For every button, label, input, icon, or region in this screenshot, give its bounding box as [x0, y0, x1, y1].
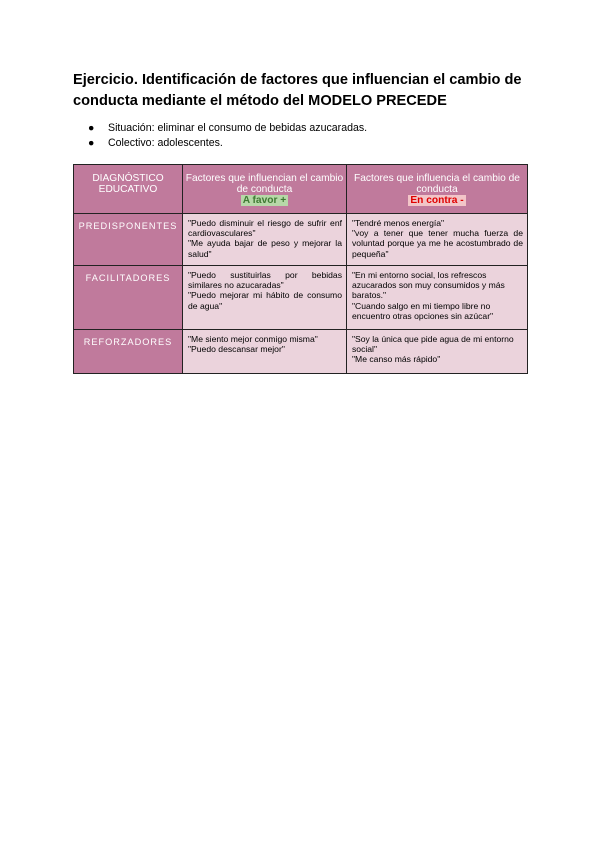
- cell-line: "Puedo disminuir el riesgo de sufrir enf cardiovasculares": [188, 218, 342, 239]
- table-row: [74, 266, 528, 330]
- favor-badge: A favor +: [242, 195, 287, 206]
- cell-favor: [183, 266, 347, 330]
- row-label-predisponentes: [74, 214, 183, 266]
- bullet-icon: ●: [88, 122, 95, 134]
- cell-line: "Me ayuda bajar de peso y mejorar la salud": [188, 238, 342, 259]
- row-label-text: PREDISPONENTES: [78, 221, 178, 231]
- row-label-facilitadores: [74, 266, 183, 330]
- cell-line: "Soy la única que pide agua de mi entorno social": [352, 334, 514, 355]
- row-label-text: REFORZADORES: [83, 337, 173, 347]
- cell-line: "Puedo mejorar mi hábito de consumo de agua": [188, 290, 342, 311]
- precede-table: [73, 164, 528, 374]
- cell-contra: [347, 266, 528, 330]
- list-item: [88, 121, 367, 136]
- cell-line: "Cuando salgo en mi tiempo libre no encuentro otras opciones sin azúcar": [352, 300, 494, 321]
- header-favor-text: Factores que influencian el cambio de conducta: [185, 173, 344, 195]
- table-row: [74, 214, 528, 266]
- cell-line: "Me canso más rápido": [352, 354, 441, 365]
- header-favor: [183, 165, 347, 214]
- cell-line: "Me siento mejor conmigo misma": [188, 334, 318, 344]
- cell-favor: [183, 214, 347, 266]
- row-label-reforzadores: [74, 330, 183, 374]
- bullet-icon: ●: [88, 136, 95, 149]
- bullet-text-colectivo: Colectivo: adolescentes.: [108, 136, 223, 149]
- cell-line: "Puedo sustituirlas por bebidas similares no azucaradas": [188, 270, 342, 291]
- list-item: [88, 136, 367, 151]
- table-row: [74, 330, 528, 374]
- cell-line: "En mi entorno social, los refrescos azucarados son muy consumidos y más baratos.": [352, 270, 505, 301]
- header-contra-text: Factores que influencia el cambio de conducta: [354, 173, 520, 195]
- row-label-text: FACILITADORES: [85, 273, 171, 283]
- table-header-row: [74, 165, 528, 214]
- cell-favor: [183, 330, 347, 374]
- bullet-text-situacion: Situación: eliminar el consumo de bebidas azucaradas.: [108, 122, 368, 134]
- page-title: Ejercicio. Identificación de factores que influencian el cambio de conducta mediante el método del MODELO PRECEDE: [73, 72, 522, 109]
- header-contra: [347, 165, 528, 214]
- header-diagnostico: [74, 165, 183, 214]
- cell-contra: [347, 330, 528, 374]
- bullet-list: [88, 121, 367, 150]
- header-diagnostico-text: DIAGNÓSTICO EDUCATIVO: [92, 173, 164, 195]
- cell-line: "Puedo descansar mejor": [188, 344, 285, 355]
- cell-line: "voy a tener que tener mucha fuerza de voluntad porque ya me he acostumbrado de pequeña": [352, 228, 523, 259]
- cell-contra: [347, 214, 528, 266]
- cell-line: "Tendré menos energía": [352, 218, 445, 228]
- contra-badge: En contra -: [410, 195, 464, 206]
